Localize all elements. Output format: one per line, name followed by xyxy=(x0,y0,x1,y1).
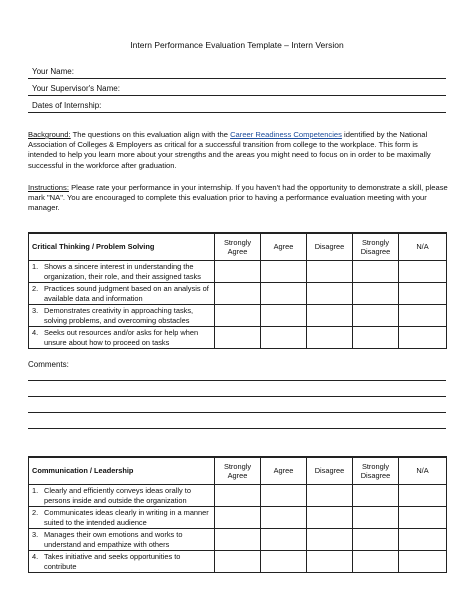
instructions-paragraph xyxy=(28,183,448,214)
rating-cell-strongly-agree[interactable] xyxy=(215,283,261,305)
rating-cell-agree[interactable] xyxy=(261,305,307,327)
rating-cell-strongly-disagree[interactable] xyxy=(353,283,399,305)
rating-cell-strongly-agree[interactable] xyxy=(215,485,261,507)
rating-cell-na[interactable] xyxy=(399,327,447,349)
rating-cell-agree[interactable] xyxy=(261,485,307,507)
item-number: 4. xyxy=(32,328,39,338)
background-paragraph xyxy=(28,130,448,171)
rating-cell-strongly-agree[interactable] xyxy=(215,551,261,573)
rating-cell-agree[interactable] xyxy=(261,551,307,573)
item-text: Seeks out resources and/or asks for help when unsure about how to proceed on tasks xyxy=(44,328,199,347)
item-text: Demonstrates creativity in approaching tasks, solving problems, and overcoming obstacles xyxy=(44,306,194,325)
rating-cell-disagree[interactable] xyxy=(307,283,353,305)
your-name-label: Your Name: xyxy=(32,67,74,76)
item-number: 2. xyxy=(32,508,39,518)
item-text-cell xyxy=(29,485,215,507)
rating-cell-strongly-disagree[interactable] xyxy=(353,485,399,507)
table-row xyxy=(29,283,447,305)
item-text-cell xyxy=(29,529,215,551)
rating-cell-strongly-agree[interactable] xyxy=(215,529,261,551)
rating-cell-agree[interactable] xyxy=(261,529,307,551)
your-name-field[interactable] xyxy=(28,65,446,79)
rating-cell-na[interactable] xyxy=(399,261,447,283)
header-strongly-agree: Strongly Agree xyxy=(215,233,261,261)
header-strongly-agree: Strongly Agree xyxy=(215,457,261,485)
rating-cell-disagree[interactable] xyxy=(307,507,353,529)
rating-cell-agree[interactable] xyxy=(261,283,307,305)
rating-cell-strongly-agree[interactable] xyxy=(215,507,261,529)
rating-cell-strongly-disagree[interactable] xyxy=(353,261,399,283)
rating-cell-strongly-agree[interactable] xyxy=(215,327,261,349)
item-text: Practices sound judgment based on an analysis of available data and information xyxy=(44,284,209,303)
header-strongly-disagree: Strongly Disagree xyxy=(353,233,399,261)
comment-line[interactable] xyxy=(28,412,446,413)
table-row xyxy=(29,485,447,507)
rating-cell-strongly-agree[interactable] xyxy=(215,305,261,327)
critical-thinking-table xyxy=(28,232,447,349)
communication-table xyxy=(28,456,447,573)
table-row xyxy=(29,305,447,327)
rating-cell-disagree[interactable] xyxy=(307,261,353,283)
item-text-cell xyxy=(29,551,215,573)
table-header-row xyxy=(29,233,447,261)
rating-cell-agree[interactable] xyxy=(261,261,307,283)
rating-cell-disagree[interactable] xyxy=(307,529,353,551)
rating-cell-disagree[interactable] xyxy=(307,551,353,573)
item-text: Shows a sincere interest in understanding the organization, their role, and their assigned tasks xyxy=(44,262,201,281)
rating-cell-strongly-disagree[interactable] xyxy=(353,327,399,349)
item-text-cell xyxy=(29,261,215,283)
header-disagree: Disagree xyxy=(307,457,353,485)
item-text-cell xyxy=(29,507,215,529)
item-number: 3. xyxy=(32,306,39,316)
header-agree: Agree xyxy=(261,233,307,261)
rating-cell-strongly-disagree[interactable] xyxy=(353,551,399,573)
rating-cell-agree[interactable] xyxy=(261,507,307,529)
rating-cell-na[interactable] xyxy=(399,305,447,327)
rating-cell-na[interactable] xyxy=(399,283,447,305)
rating-cell-strongly-disagree[interactable] xyxy=(353,529,399,551)
item-text: Manages their own emotions and works to understand and empathize with others xyxy=(44,530,183,549)
section-heading: Communication / Leadership xyxy=(29,457,215,485)
background-text-before: The questions on this evaluation align with the xyxy=(70,130,231,139)
item-text: Clearly and efficiently conveys ideas orally to persons inside and outside the organization xyxy=(44,486,191,505)
career-readiness-link[interactable]: Career Readiness Competencies xyxy=(230,130,342,139)
table-row xyxy=(29,327,447,349)
rating-cell-disagree[interactable] xyxy=(307,305,353,327)
table-row xyxy=(29,529,447,551)
table-row xyxy=(29,507,447,529)
internship-dates-field[interactable] xyxy=(28,99,446,113)
rating-cell-disagree[interactable] xyxy=(307,327,353,349)
section-heading: Critical Thinking / Problem Solving xyxy=(29,233,215,261)
item-text-cell xyxy=(29,305,215,327)
instructions-text: Please rate your performance in your internship. If you haven't had the opportunity to demonstrate a skill, please mark "NA". You are encouraged to complete this evaluation prior to having a performance evaluation meeting with your manager. xyxy=(28,183,448,213)
rating-cell-disagree[interactable] xyxy=(307,485,353,507)
item-text: Communicates ideas clearly in writing in a manner suited to the intended audience xyxy=(44,508,209,527)
table-row xyxy=(29,551,447,573)
item-number: 4. xyxy=(32,552,39,562)
internship-dates-label: Dates of Internship: xyxy=(32,101,102,110)
table-header-row xyxy=(29,457,447,485)
background-label: Background: xyxy=(28,130,71,139)
item-number: 1. xyxy=(32,262,39,272)
item-text-cell xyxy=(29,283,215,305)
rating-cell-strongly-disagree[interactable] xyxy=(353,507,399,529)
rating-cell-strongly-agree[interactable] xyxy=(215,261,261,283)
supervisor-name-field[interactable] xyxy=(28,82,446,96)
comment-line[interactable] xyxy=(28,380,446,381)
rating-cell-agree[interactable] xyxy=(261,327,307,349)
item-number: 2. xyxy=(32,284,39,294)
comment-line[interactable] xyxy=(28,428,446,429)
rating-cell-na[interactable] xyxy=(399,485,447,507)
item-number: 3. xyxy=(32,530,39,540)
comment-line[interactable] xyxy=(28,396,446,397)
item-text: Takes initiative and seeks opportunities to contribute xyxy=(44,552,181,571)
comments-label: Comments: xyxy=(28,360,69,369)
header-agree: Agree xyxy=(261,457,307,485)
rating-cell-strongly-disagree[interactable] xyxy=(353,305,399,327)
rating-cell-na[interactable] xyxy=(399,507,447,529)
header-na: N/A xyxy=(399,233,447,261)
header-strongly-disagree: Strongly Disagree xyxy=(353,457,399,485)
header-na: N/A xyxy=(399,457,447,485)
item-text-cell xyxy=(29,327,215,349)
instructions-label: Instructions: xyxy=(28,183,69,192)
rating-cell-na[interactable] xyxy=(399,551,447,573)
header-disagree: Disagree xyxy=(307,233,353,261)
table-row xyxy=(29,261,447,283)
rating-cell-na[interactable] xyxy=(399,529,447,551)
item-number: 1. xyxy=(32,486,39,496)
page-title: Intern Performance Evaluation Template – Intern Version xyxy=(130,40,344,50)
background-text-after: identified by the National Association of Colleges & Employers as critical for a successful transition from college to the workplace. This form is intended to help you learn more about your strengths and the areas you might need to focus on in order to be maximally successful in the workforce after graduation. xyxy=(28,130,431,170)
supervisor-name-label: Your Supervisor's Name: xyxy=(32,84,120,93)
